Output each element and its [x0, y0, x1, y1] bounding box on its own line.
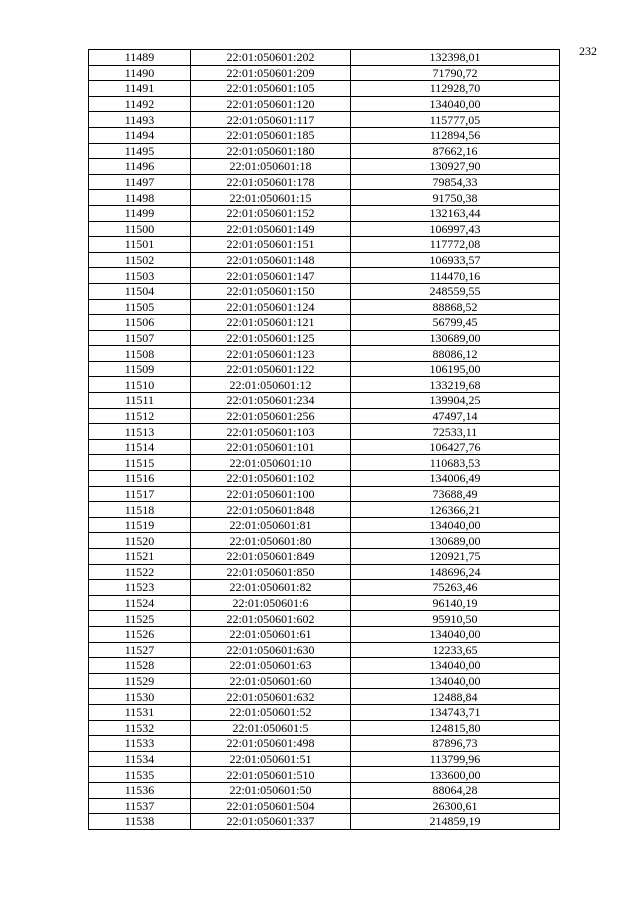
table-row — [89, 814, 560, 830]
table-row — [89, 798, 560, 814]
cadastral-number-cell: 22:01:050601:102 — [191, 471, 351, 487]
row-number-cell: 11525 — [89, 611, 191, 627]
row-number-cell: 11501 — [89, 237, 191, 253]
cadastral-number-cell: 22:01:050601:234 — [191, 393, 351, 409]
cadastral-value-cell: 72533,11 — [351, 424, 560, 440]
cadastral-value-cell: 26300,61 — [351, 798, 560, 814]
cadastral-number-cell: 22:01:050601:122 — [191, 361, 351, 377]
row-number-cell: 11516 — [89, 471, 191, 487]
cadastral-number-cell: 22:01:050601:100 — [191, 486, 351, 502]
cadastral-number-cell: 22:01:050601:632 — [191, 689, 351, 705]
table-row — [89, 377, 560, 393]
table-row — [89, 221, 560, 237]
cadastral-number-cell: 22:01:050601:61 — [191, 626, 351, 642]
row-number-cell: 11493 — [89, 112, 191, 128]
cadastral-number-cell: 22:01:050601:337 — [191, 814, 351, 830]
cadastral-value-cell: 134040,00 — [351, 517, 560, 533]
cadastral-value-cell: 110683,53 — [351, 455, 560, 471]
cadastral-value-cell: 12233,65 — [351, 642, 560, 658]
cadastral-number-cell: 22:01:050601:256 — [191, 408, 351, 424]
row-number-cell: 11506 — [89, 315, 191, 331]
row-number-cell: 11531 — [89, 704, 191, 720]
row-number-cell: 11508 — [89, 346, 191, 362]
table-row — [89, 361, 560, 377]
table-row — [89, 751, 560, 767]
table-row — [89, 767, 560, 783]
row-number-cell: 11503 — [89, 268, 191, 284]
table-row — [89, 549, 560, 565]
row-number-cell: 11536 — [89, 782, 191, 798]
table-row — [89, 611, 560, 627]
cadastral-value-cell: 214859,19 — [351, 814, 560, 830]
cadastral-value-cell: 56799,45 — [351, 315, 560, 331]
table-row — [89, 673, 560, 689]
table-row — [89, 127, 560, 143]
cadastral-value-cell: 133600,00 — [351, 767, 560, 783]
row-number-cell: 11512 — [89, 408, 191, 424]
cadastral-number-cell: 22:01:050601:630 — [191, 642, 351, 658]
cadastral-number-cell: 22:01:050601:103 — [191, 424, 351, 440]
row-number-cell: 11509 — [89, 361, 191, 377]
cadastral-number-cell: 22:01:050601:150 — [191, 283, 351, 299]
cadastral-number-cell: 22:01:050601:209 — [191, 65, 351, 81]
cadastral-value-cell: 126366,21 — [351, 502, 560, 518]
cadastral-value-cell: 96140,19 — [351, 595, 560, 611]
table-row — [89, 424, 560, 440]
table-row — [89, 299, 560, 315]
row-number-cell: 11489 — [89, 50, 191, 66]
cadastral-number-cell: 22:01:050601:152 — [191, 205, 351, 221]
row-number-cell: 11490 — [89, 65, 191, 81]
cadastral-number-cell: 22:01:050601:147 — [191, 268, 351, 284]
table-body — [89, 50, 560, 830]
cadastral-number-cell: 22:01:050601:602 — [191, 611, 351, 627]
cadastral-value-cell: 91750,38 — [351, 190, 560, 206]
table-row — [89, 704, 560, 720]
cadastral-value-cell: 112894,56 — [351, 127, 560, 143]
table-row — [89, 190, 560, 206]
cadastral-value-cell: 132398,01 — [351, 50, 560, 66]
cadastral-value-cell: 112928,70 — [351, 81, 560, 97]
row-number-cell: 11491 — [89, 81, 191, 97]
cadastral-number-cell: 22:01:050601:124 — [191, 299, 351, 315]
table-row — [89, 720, 560, 736]
table-row — [89, 330, 560, 346]
row-number-cell: 11495 — [89, 143, 191, 159]
row-number-cell: 11500 — [89, 221, 191, 237]
table-row — [89, 205, 560, 221]
table-row — [89, 564, 560, 580]
table-row — [89, 346, 560, 362]
cadastral-value-cell: 88064,28 — [351, 782, 560, 798]
cadastral-value-cell: 106933,57 — [351, 252, 560, 268]
row-number-cell: 11532 — [89, 720, 191, 736]
table-row — [89, 533, 560, 549]
row-number-cell: 11529 — [89, 673, 191, 689]
table-row — [89, 159, 560, 175]
cadastral-number-cell: 22:01:050601:5 — [191, 720, 351, 736]
cadastral-number-cell: 22:01:050601:120 — [191, 96, 351, 112]
page-number: 232 — [579, 44, 597, 58]
row-number-cell: 11499 — [89, 205, 191, 221]
cadastral-number-cell: 22:01:050601:850 — [191, 564, 351, 580]
cadastral-value-cell: 87662,16 — [351, 143, 560, 159]
row-number-cell: 11534 — [89, 751, 191, 767]
cadastral-number-cell: 22:01:050601:12 — [191, 377, 351, 393]
table-row — [89, 50, 560, 66]
table-row — [89, 393, 560, 409]
table-row — [89, 517, 560, 533]
cadastral-number-cell: 22:01:050601:202 — [191, 50, 351, 66]
cadastral-number-cell: 22:01:050601:185 — [191, 127, 351, 143]
cadastral-value-cell: 130689,00 — [351, 330, 560, 346]
row-number-cell: 11527 — [89, 642, 191, 658]
cadastral-value-cell: 134040,00 — [351, 673, 560, 689]
cadastral-value-cell: 114470,16 — [351, 268, 560, 284]
row-number-cell: 11505 — [89, 299, 191, 315]
cadastral-value-cell: 134040,00 — [351, 658, 560, 674]
row-number-cell: 11518 — [89, 502, 191, 518]
row-number-cell: 11492 — [89, 96, 191, 112]
row-number-cell: 11520 — [89, 533, 191, 549]
table-row — [89, 455, 560, 471]
cadastral-number-cell: 22:01:050601:15 — [191, 190, 351, 206]
row-number-cell: 11502 — [89, 252, 191, 268]
row-number-cell: 11526 — [89, 626, 191, 642]
cadastral-number-cell: 22:01:050601:849 — [191, 549, 351, 565]
row-number-cell: 11533 — [89, 736, 191, 752]
table-row — [89, 502, 560, 518]
table-row — [89, 315, 560, 331]
row-number-cell: 11517 — [89, 486, 191, 502]
row-number-cell: 11510 — [89, 377, 191, 393]
row-number-cell: 11515 — [89, 455, 191, 471]
row-number-cell: 11537 — [89, 798, 191, 814]
cadastral-number-cell: 22:01:050601:498 — [191, 736, 351, 752]
cadastral-value-cell: 106997,43 — [351, 221, 560, 237]
row-number-cell: 11507 — [89, 330, 191, 346]
table-row — [89, 626, 560, 642]
table-row — [89, 268, 560, 284]
table-row — [89, 782, 560, 798]
cadastral-number-cell: 22:01:050601:52 — [191, 704, 351, 720]
row-number-cell: 11528 — [89, 658, 191, 674]
cadastral-number-cell: 22:01:050601:63 — [191, 658, 351, 674]
cadastral-value-cell: 47497,14 — [351, 408, 560, 424]
table-row — [89, 580, 560, 596]
cadastral-number-cell: 22:01:050601:101 — [191, 439, 351, 455]
row-number-cell: 11494 — [89, 127, 191, 143]
cadastral-value-cell: 106195,00 — [351, 361, 560, 377]
table-row — [89, 112, 560, 128]
cadastral-value-cell: 248559,55 — [351, 283, 560, 299]
row-number-cell: 11504 — [89, 283, 191, 299]
table-row — [89, 736, 560, 752]
cadastral-value-cell: 79854,33 — [351, 174, 560, 190]
cadastral-value-cell: 134743,71 — [351, 704, 560, 720]
cadastral-number-cell: 22:01:050601:504 — [191, 798, 351, 814]
row-number-cell: 11514 — [89, 439, 191, 455]
row-number-cell: 11519 — [89, 517, 191, 533]
cadastral-number-cell: 22:01:050601:6 — [191, 595, 351, 611]
cadastral-value-cell: 106427,76 — [351, 439, 560, 455]
cadastral-number-cell: 22:01:050601:51 — [191, 751, 351, 767]
cadastral-number-cell: 22:01:050601:50 — [191, 782, 351, 798]
table-row — [89, 471, 560, 487]
cadastral-value-cell: 134040,00 — [351, 96, 560, 112]
row-number-cell: 11497 — [89, 174, 191, 190]
table-row — [89, 237, 560, 253]
table-row — [89, 65, 560, 81]
cadastral-number-cell: 22:01:050601:149 — [191, 221, 351, 237]
cadastral-number-cell: 22:01:050601:180 — [191, 143, 351, 159]
table-row — [89, 689, 560, 705]
cadastral-value-cell: 88086,12 — [351, 346, 560, 362]
cadastral-value-cell: 130927,90 — [351, 159, 560, 175]
table-row — [89, 174, 560, 190]
cadastral-value-cell: 130689,00 — [351, 533, 560, 549]
table-row — [89, 658, 560, 674]
cadastral-number-cell: 22:01:050601:10 — [191, 455, 351, 471]
cadastral-value-cell: 139904,25 — [351, 393, 560, 409]
cadastral-number-cell: 22:01:050601:148 — [191, 252, 351, 268]
cadastral-number-cell: 22:01:050601:117 — [191, 112, 351, 128]
cadastral-value-cell: 88868,52 — [351, 299, 560, 315]
cadastral-number-cell: 22:01:050601:848 — [191, 502, 351, 518]
cadastral-number-cell: 22:01:050601:82 — [191, 580, 351, 596]
cadastral-value-cell: 133219,68 — [351, 377, 560, 393]
cadastral-value-cell: 132163,44 — [351, 205, 560, 221]
cadastral-number-cell: 22:01:050601:81 — [191, 517, 351, 533]
cadastral-value-cell: 115777,05 — [351, 112, 560, 128]
cadastral-number-cell: 22:01:050601:125 — [191, 330, 351, 346]
cadastral-number-cell: 22:01:050601:80 — [191, 533, 351, 549]
table-row — [89, 96, 560, 112]
table-row — [89, 408, 560, 424]
table-row — [89, 252, 560, 268]
cadastral-value-cell: 148696,24 — [351, 564, 560, 580]
cadastral-value-cell: 71790,72 — [351, 65, 560, 81]
cadastral-value-cell: 124815,80 — [351, 720, 560, 736]
cadastral-value-cell: 120921,75 — [351, 549, 560, 565]
cadastral-value-cell: 75263,46 — [351, 580, 560, 596]
row-number-cell: 11513 — [89, 424, 191, 440]
cadastral-value-cell: 12488,84 — [351, 689, 560, 705]
cadastral-number-cell: 22:01:050601:178 — [191, 174, 351, 190]
cadastral-number-cell: 22:01:050601:123 — [191, 346, 351, 362]
cadastral-value-cell: 73688,49 — [351, 486, 560, 502]
row-number-cell: 11538 — [89, 814, 191, 830]
cadastral-value-cell: 117772,08 — [351, 237, 560, 253]
table-row — [89, 143, 560, 159]
cadastral-value-cell: 134040,00 — [351, 626, 560, 642]
row-number-cell: 11522 — [89, 564, 191, 580]
table-row — [89, 439, 560, 455]
table-row — [89, 486, 560, 502]
cadastral-number-cell: 22:01:050601:60 — [191, 673, 351, 689]
cadastral-number-cell: 22:01:050601:18 — [191, 159, 351, 175]
cadastral-value-cell: 134006,49 — [351, 471, 560, 487]
table-row — [89, 595, 560, 611]
row-number-cell: 11524 — [89, 595, 191, 611]
cadastral-number-cell: 22:01:050601:105 — [191, 81, 351, 97]
cadastral-number-cell: 22:01:050601:151 — [191, 237, 351, 253]
cadastral-value-table — [88, 49, 560, 830]
table-row — [89, 642, 560, 658]
row-number-cell: 11535 — [89, 767, 191, 783]
row-number-cell: 11530 — [89, 689, 191, 705]
table-row — [89, 81, 560, 97]
row-number-cell: 11498 — [89, 190, 191, 206]
cadastral-value-cell: 95910,50 — [351, 611, 560, 627]
row-number-cell: 11521 — [89, 549, 191, 565]
table-row — [89, 283, 560, 299]
row-number-cell: 11523 — [89, 580, 191, 596]
cadastral-number-cell: 22:01:050601:510 — [191, 767, 351, 783]
row-number-cell: 11496 — [89, 159, 191, 175]
cadastral-value-cell: 113799,96 — [351, 751, 560, 767]
row-number-cell: 11511 — [89, 393, 191, 409]
cadastral-number-cell: 22:01:050601:121 — [191, 315, 351, 331]
cadastral-value-cell: 87896,73 — [351, 736, 560, 752]
